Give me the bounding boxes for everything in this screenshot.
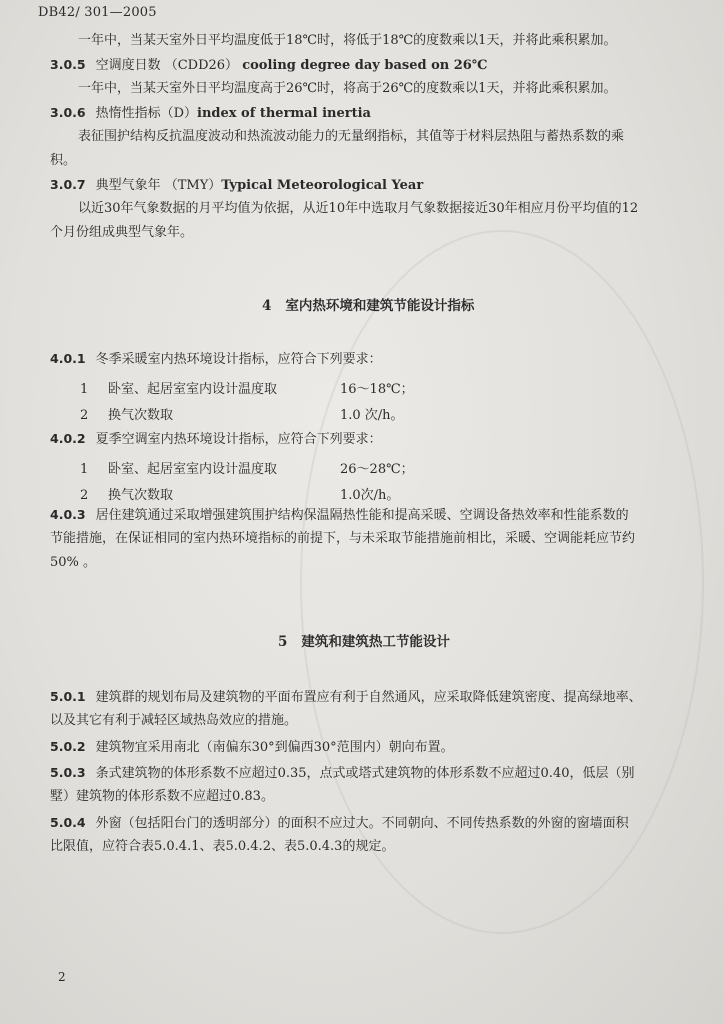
clause-title-en: index of thermal inertia <box>197 106 371 121</box>
section-4-heading <box>262 294 474 314</box>
clause-4-0-3-line2: 节能措施，在保证相同的室内热环境指标的前提下，与未采取节能措施前相比，采暖、空调能耗应节约 <box>50 531 636 546</box>
clause-4-0-3-line1: 4.0.3 居住建筑通过采取增强建筑围护结构保温隔热性能和提高采暖、空调设备热效率和性能系数的 <box>50 507 629 523</box>
list-item: 2 换气次数取 1.0次/h。 <box>80 488 400 503</box>
list-item: 1 卧室、起居室室内设计温度取 26～28℃； <box>80 462 414 477</box>
clause-5-0-1-line2: 以及其它有利于减轻区域热岛效应的措施。 <box>50 713 298 728</box>
section-title: 建筑和建筑热工节能设计 <box>301 634 450 650</box>
section-5-heading <box>278 630 450 650</box>
section-title: 室内热环境和建筑节能设计指标 <box>285 298 475 314</box>
clause-number: 3.0.7 <box>50 177 86 192</box>
clause-4-0-3-line3: 50% 。 <box>50 555 97 570</box>
clause-title-en: cooling degree day based on 26℃ <box>242 58 488 73</box>
clause-3-0-7-body-line1: 以近30年气象数据的月平均值为依据，从近10年中选取月气象数据接近30年相应月份平均值的12 <box>78 201 639 216</box>
clause-title: 冬季采暖室内热环境设计指标，应符合下列要求： <box>95 352 382 367</box>
clause-3-0-7-title <box>50 172 423 199</box>
clause-number: 3.0.6 <box>50 105 86 120</box>
clause-number: 5.0.2 <box>50 739 86 754</box>
page-number: 2 <box>58 970 66 984</box>
clause-title-cn: 典型气象年 （TMY） <box>95 178 222 193</box>
clause-number: 5.0.1 <box>50 689 86 704</box>
clause-3-0-7-body-line2: 个月份组成典型气象年。 <box>50 225 194 240</box>
clause-5-0-2-line1: 5.0.2 建筑物宜采用南北（南偏东30°到偏西30°范围内）朝向布置。 <box>50 739 454 755</box>
clause-number: 5.0.3 <box>50 765 86 780</box>
standard-code-header: DB42/ 301—2005 <box>38 5 157 20</box>
clause-3-0-5-title <box>50 52 487 79</box>
clause-title-cn: 热惰性指标（D） <box>95 106 198 121</box>
clause-5-0-4-line2: 比限值，应符合表5.0.4.1、表5.0.4.2、表5.0.4.3的规定。 <box>50 839 395 854</box>
clause-5-0-3-line2: 墅）建筑物的体形系数不应超过0.83。 <box>50 789 274 804</box>
list-item: 1 卧室、起居室室内设计温度取 16～18℃； <box>80 382 414 397</box>
clause-number: 5.0.4 <box>50 815 86 830</box>
list-item: 2 换气次数取 1.0 次/h。 <box>80 408 404 423</box>
clause-number: 4.0.3 <box>50 507 86 522</box>
section-number: 5 <box>278 634 288 650</box>
clause-number: 4.0.1 <box>50 351 86 366</box>
clause-3-0-6-body-line2: 积。 <box>50 153 77 168</box>
clause-5-0-4-line1: 5.0.4 外窗（包括阳台门的透明部分）的面积不应过大。不同朝向、不同传热系数的外窗的窗墙面积 <box>50 815 629 831</box>
clause-title-en: Typical Meteorological Year <box>221 178 424 193</box>
clause-3-0-5-body: 一年中，当某天室外日平均温度高于26℃时，将高于26℃的度数乘以1天，并将此乘积累加。 <box>78 81 617 96</box>
section-number: 4 <box>262 298 272 314</box>
clause-title: 夏季空调室内热环境设计指标，应符合下列要求： <box>95 432 382 447</box>
clause-number: 3.0.5 <box>50 57 86 72</box>
clause-number: 4.0.2 <box>50 431 86 446</box>
clause-3-0-6-title <box>50 100 371 127</box>
clause-title-cn: 空调度日数 （CDD26） <box>95 58 239 73</box>
clause-5-0-3-line1: 5.0.3 条式建筑物的体形系数不应超过0.35，点式或塔式建筑物的体形系数不应超过0.40，低层（别 <box>50 765 635 781</box>
clause-4-0-2-title <box>50 426 382 453</box>
clause-5-0-1-line1: 5.0.1 建筑群的规划布局及建筑物的平面布置应有利于自然通风，应采取降低建筑密度、提高绿地率、 <box>50 689 642 705</box>
clause-3-0-6-body-line1: 表征围护结构反抗温度波动和热流波动能力的无量纲指标，其值等于材料层热阻与蓄热系数的乘 <box>78 129 625 144</box>
paragraph-intro: 一年中，当某天室外日平均温度低于18℃时，将低于18℃的度数乘以1天，并将此乘积累加。 <box>78 33 617 48</box>
clause-4-0-1-title <box>50 346 382 373</box>
